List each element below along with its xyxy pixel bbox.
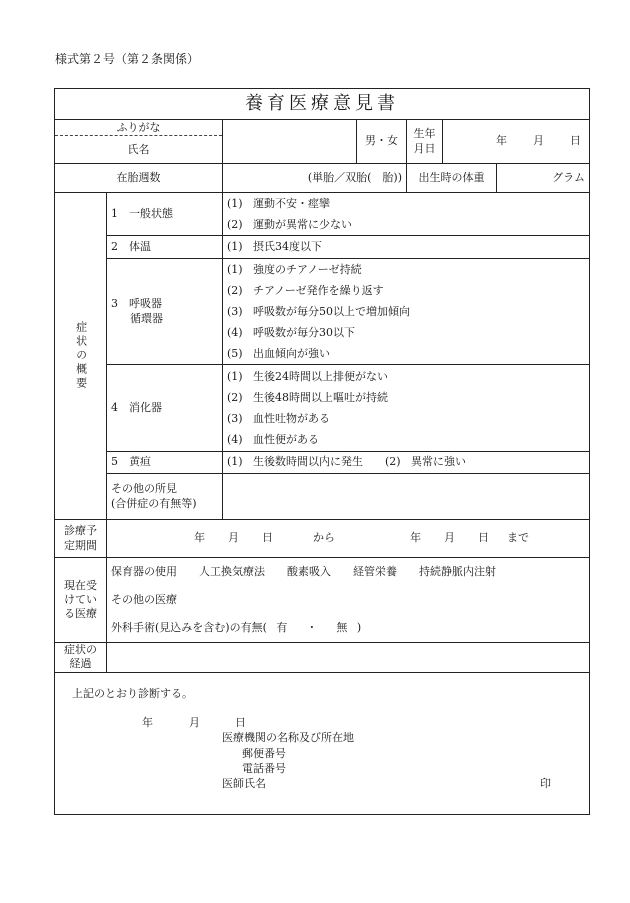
dob-day: 日: [570, 134, 582, 148]
surgery-yes[interactable]: 有: [276, 621, 288, 634]
birth-weight-label: 出生時の体重: [407, 164, 497, 193]
progress-field[interactable]: [107, 643, 590, 673]
other-findings-field[interactable]: [223, 474, 590, 520]
sex-selector[interactable]: 男・女: [357, 120, 407, 164]
progress-label: 症状の経過: [55, 643, 107, 673]
symptom-group-4: 4 消化器: [107, 365, 223, 452]
symptom-item[interactable]: (2) 生後48時間以上嘔吐が持続: [227, 391, 388, 404]
symptom-item[interactable]: (1) 強度のチアノーゼ持続: [227, 263, 362, 276]
symptom-item[interactable]: (1) 摂氏34度以下: [227, 239, 322, 253]
care-option[interactable]: 持続静脈内注射: [419, 565, 496, 578]
furigana-label: ふりがな: [55, 120, 222, 136]
name-field[interactable]: [223, 120, 357, 164]
care-option[interactable]: 酸素吸入: [287, 565, 331, 578]
symptom-group-5-items: [223, 452, 590, 474]
births-field[interactable]: (単胎／双胎( 胎)): [223, 164, 407, 193]
symptom-group-3-items: [223, 259, 590, 365]
symptom-item[interactable]: (1) 運動不安・痙攣: [227, 197, 330, 210]
symptom-group-5: 5 黄疸: [107, 452, 223, 474]
symptom-item[interactable]: (5) 出血傾向が強い: [227, 347, 330, 360]
care-option[interactable]: 保育器の使用: [111, 565, 177, 578]
dob-month: 月: [533, 134, 545, 148]
dob-year: 年: [496, 134, 508, 148]
name-label-cell: [55, 120, 223, 164]
postal-label: 郵便番号: [242, 746, 286, 760]
doctor-label: 医師氏名: [222, 776, 266, 790]
treatment-period-label: 診療予定期間: [55, 520, 107, 558]
dob-field[interactable]: [443, 120, 590, 164]
symptom-item[interactable]: (4) 血性便がある: [227, 433, 319, 446]
symptom-item[interactable]: (2) チアノーゼ発作を繰り返す: [227, 284, 384, 297]
current-care-field: 保育器の使用 人工換気療法 酸素吸入 経管栄養 持続静脈内注射 その他の医療 外科手術(見込みを含む)の有無( 有 ・ 無 ): [107, 558, 590, 643]
symptom-item[interactable]: (2) 運動が異常に少ない: [227, 218, 352, 231]
symptom-item[interactable]: (1) 生後24時間以上排便がない: [227, 370, 388, 383]
symptom-group-1: 1 一般状態: [107, 193, 223, 236]
symptom-item[interactable]: (1) 生後数時間以内に発生: [227, 455, 363, 469]
symptom-group-1-items: [223, 193, 590, 236]
footer-cell: [55, 672, 590, 814]
gestation-label: 在胎週数: [55, 164, 223, 193]
care-option[interactable]: 経管栄養: [353, 565, 397, 578]
symptom-group-2-items: [223, 236, 590, 259]
other-findings-label: その他の所見 (合併症の有無等): [107, 474, 223, 520]
symptom-group-2: 2 体温: [107, 236, 223, 259]
symptom-item[interactable]: (2) 異常に強い: [385, 455, 466, 469]
form-number: 様式第２号（第２条関係）: [55, 52, 200, 66]
current-care-label: 現在受けている医療: [55, 558, 107, 643]
diagnosis-statement: 上記のとおり診断する。: [72, 686, 193, 700]
footer-month: 月: [189, 715, 200, 729]
name-label: 氏名: [127, 143, 150, 156]
symptoms-label-cell: [55, 193, 107, 520]
surgery-label: 外科手術(見込みを含む)の有無(: [111, 621, 267, 634]
footer-year: 年: [142, 715, 153, 729]
phone-label: 電話番号: [242, 761, 286, 775]
symptom-group-4-items: [223, 365, 590, 452]
symptom-group-3: 3 呼吸器 循環器: [107, 259, 223, 365]
dob-label: 生年月日: [407, 120, 443, 164]
symptom-item[interactable]: (3) 血性吐物がある: [227, 412, 330, 425]
symptom-item[interactable]: (4) 呼吸数が毎分30以下: [227, 326, 355, 339]
institution-label: 医療機関の名称及び所在地: [222, 730, 354, 744]
treatment-period-field[interactable]: 年 月 日 から 年 月 日 まで: [107, 520, 590, 558]
opinion-form-table: [54, 88, 590, 815]
seal-mark: 印: [540, 776, 551, 790]
form-title: 養育医療意見書: [55, 89, 590, 120]
care-option[interactable]: 人工換気療法: [199, 565, 265, 578]
symptom-item[interactable]: (3) 呼吸数が毎分50以上で増加傾向: [227, 305, 410, 318]
surgery-no[interactable]: 無: [336, 621, 348, 634]
symptoms-label: 症状の概要: [74, 321, 88, 391]
birth-weight-field[interactable]: グラム: [497, 164, 590, 193]
other-care[interactable]: その他の医療: [111, 593, 177, 606]
footer-day: 日: [235, 715, 246, 729]
